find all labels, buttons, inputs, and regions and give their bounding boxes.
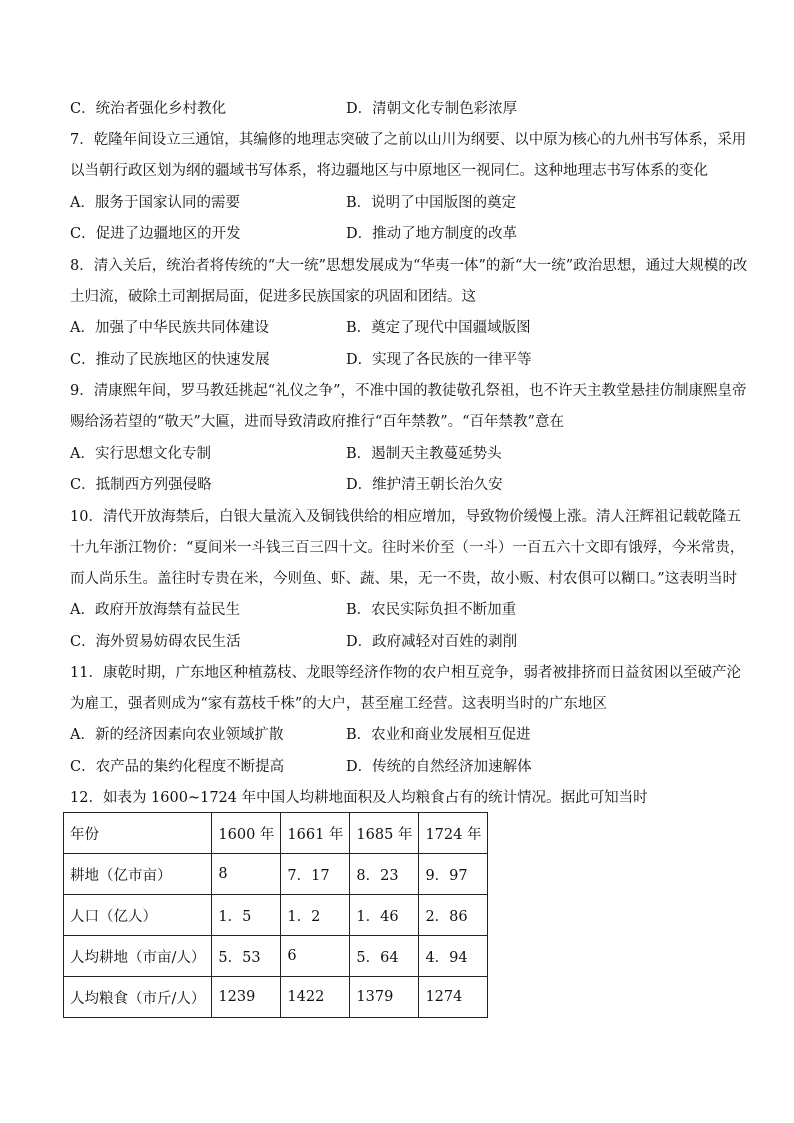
question-7-option-d: D．推动了地方制度的改革 xyxy=(346,226,518,242)
question-8-stem-line-1: 8．清入关后，统治者将传统的“大一统”思想发展成为“华夷一体”的新“大一统”政治思想，通过大规模的改 xyxy=(70,258,748,274)
question-11-option-b: B．农业和商业发展相互促进 xyxy=(346,727,531,743)
question-7-option-a: A．服务于国家认同的需要 xyxy=(70,195,240,211)
question-8-option-c: C．推动了民族地区的快速发展 xyxy=(70,352,270,368)
table-cell: 1．2 xyxy=(281,895,350,936)
table-cell: 1274 xyxy=(419,977,488,1018)
table-row xyxy=(64,895,488,936)
table-cell: 4．94 xyxy=(419,936,488,977)
table-header-cell: 1724 年 xyxy=(419,813,488,854)
question-11-option-d: D．传统的自然经济加速解体 xyxy=(346,759,532,775)
question-7-option-b: B．说明了中国版图的奠定 xyxy=(346,195,517,211)
question-9-option-b: B．遏制天主教蔓延势头 xyxy=(346,446,502,462)
table-cell: 耕地（亿市亩） xyxy=(64,854,212,895)
question-7-stem-line-2: 以当朝行政区划为纲的疆域书写体系，将边疆地区与中原地区一视同仁。这种地理志书写体系的变化 xyxy=(70,163,708,179)
table-header-cell: 1600 年 xyxy=(212,813,281,854)
question-7-option-c: C．促进了边疆地区的开发 xyxy=(70,226,241,242)
table-cell: 6 xyxy=(281,936,350,977)
table-cell: 8．23 xyxy=(350,854,419,895)
option-d: D．清朝文化专制色彩浓厚 xyxy=(346,101,518,117)
table-cell: 5．64 xyxy=(350,936,419,977)
table-cell: 人均耕地（市亩/人） xyxy=(64,936,212,977)
question-8-option-d: D．实现了各民族的一律平等 xyxy=(346,352,532,368)
question-10-stem-line-3: 而人尚乐生。盖往时专贵在米，今则鱼、虾、蔬、果，无一不贵，故小贩、村农俱可以糊口。”这表明当时 xyxy=(70,571,738,587)
statistics-table xyxy=(63,812,488,1018)
question-8-option-a: A．加强了中华民族共同体建设 xyxy=(70,320,269,336)
question-11-stem-line-2: 为雇工，强者则成为“家有荔枝千株”的大户，甚至雇工经营。这表明当时的广东地区 xyxy=(70,696,607,712)
question-11-option-c: C．农产品的集约化程度不断提高 xyxy=(70,759,285,775)
table-cell: 7．17 xyxy=(281,854,350,895)
question-9-option-a: A．实行思想文化专制 xyxy=(70,446,211,462)
table-cell: 1．46 xyxy=(350,895,419,936)
table-row xyxy=(64,977,488,1018)
question-8-option-b: B．奠定了现代中国疆域版图 xyxy=(346,320,531,336)
table-cell: 8 xyxy=(212,854,281,895)
question-11-option-a: A．新的经济因素向农业领域扩散 xyxy=(70,727,284,743)
table-cell: 2．86 xyxy=(419,895,488,936)
table-cell: 1239 xyxy=(212,977,281,1018)
question-9-option-d: D．维护清王朝长治久安 xyxy=(346,477,503,493)
table-row xyxy=(64,936,488,977)
question-10-option-d: D．政府减轻对百姓的剥削 xyxy=(346,634,518,650)
question-9-stem-line-2: 赐给汤若望的“敬天”大匾，进而导致清政府推行“百年禁教”。“百年禁教”意在 xyxy=(70,414,564,430)
table-row xyxy=(64,854,488,895)
option-c: C．统治者强化乡村教化 xyxy=(70,101,227,117)
table-cell: 人均粮食（市斤/人） xyxy=(64,977,212,1018)
question-9-stem-line-1: 9．清康熙年间，罗马教廷挑起“礼仪之争”，不准中国的教徒敬孔祭祖，也不许天主教堂悬挂仿制康熙皇帝 xyxy=(70,383,747,399)
question-9-option-c: C．抵制西方列强侵略 xyxy=(70,477,212,493)
table-header-cell: 1685 年 xyxy=(350,813,419,854)
question-10-option-b: B．农民实际负担不断加重 xyxy=(346,602,517,618)
question-10-option-a: A．政府开放海禁有益民生 xyxy=(70,602,240,618)
table-cell: 5．53 xyxy=(212,936,281,977)
table-cell: 1．5 xyxy=(212,895,281,936)
question-10-stem-line-1: 10．清代开放海禁后，白银大量流入及铜钱供给的相应增加，导致物价缓慢上涨。清人汪辉祖记载乾隆五 xyxy=(70,509,741,525)
question-10-option-c: C．海外贸易妨碍农民生活 xyxy=(70,634,241,650)
question-11-stem-line-1: 11．康乾时期，广东地区种植荔枝、龙眼等经济作物的农户相互竞争，弱者被排挤而日益贫困以至破产沦 xyxy=(70,665,741,681)
question-7-stem-line-1: 7．乾隆年间设立三通馆，其编修的地理志突破了之前以山川为纲要、以中原为核心的九州书写体系，采用 xyxy=(70,132,747,148)
table-cell: 1422 xyxy=(281,977,350,1018)
table-cell: 9．97 xyxy=(419,854,488,895)
question-10-stem-line-2: 十九年浙江物价：“夏间米一斗钱三百三四十文。往时米价至（一斗）一百五六十文即有饿殍，今米常贵， xyxy=(70,540,745,556)
table-header-cell: 1661 年 xyxy=(281,813,350,854)
question-8-stem-line-2: 土归流，破除土司割据局面，促进多民族国家的巩固和团结。这 xyxy=(70,289,476,305)
table-cell: 人口（亿人） xyxy=(64,895,212,936)
table-header-row xyxy=(64,813,488,854)
table-cell: 1379 xyxy=(350,977,419,1018)
table-header-cell: 年份 xyxy=(64,813,212,854)
question-12-stem: 12．如表为 1600~1724 年中国人均耕地面积及人均粮食占有的统计情况。据此可知当时 xyxy=(70,790,648,806)
